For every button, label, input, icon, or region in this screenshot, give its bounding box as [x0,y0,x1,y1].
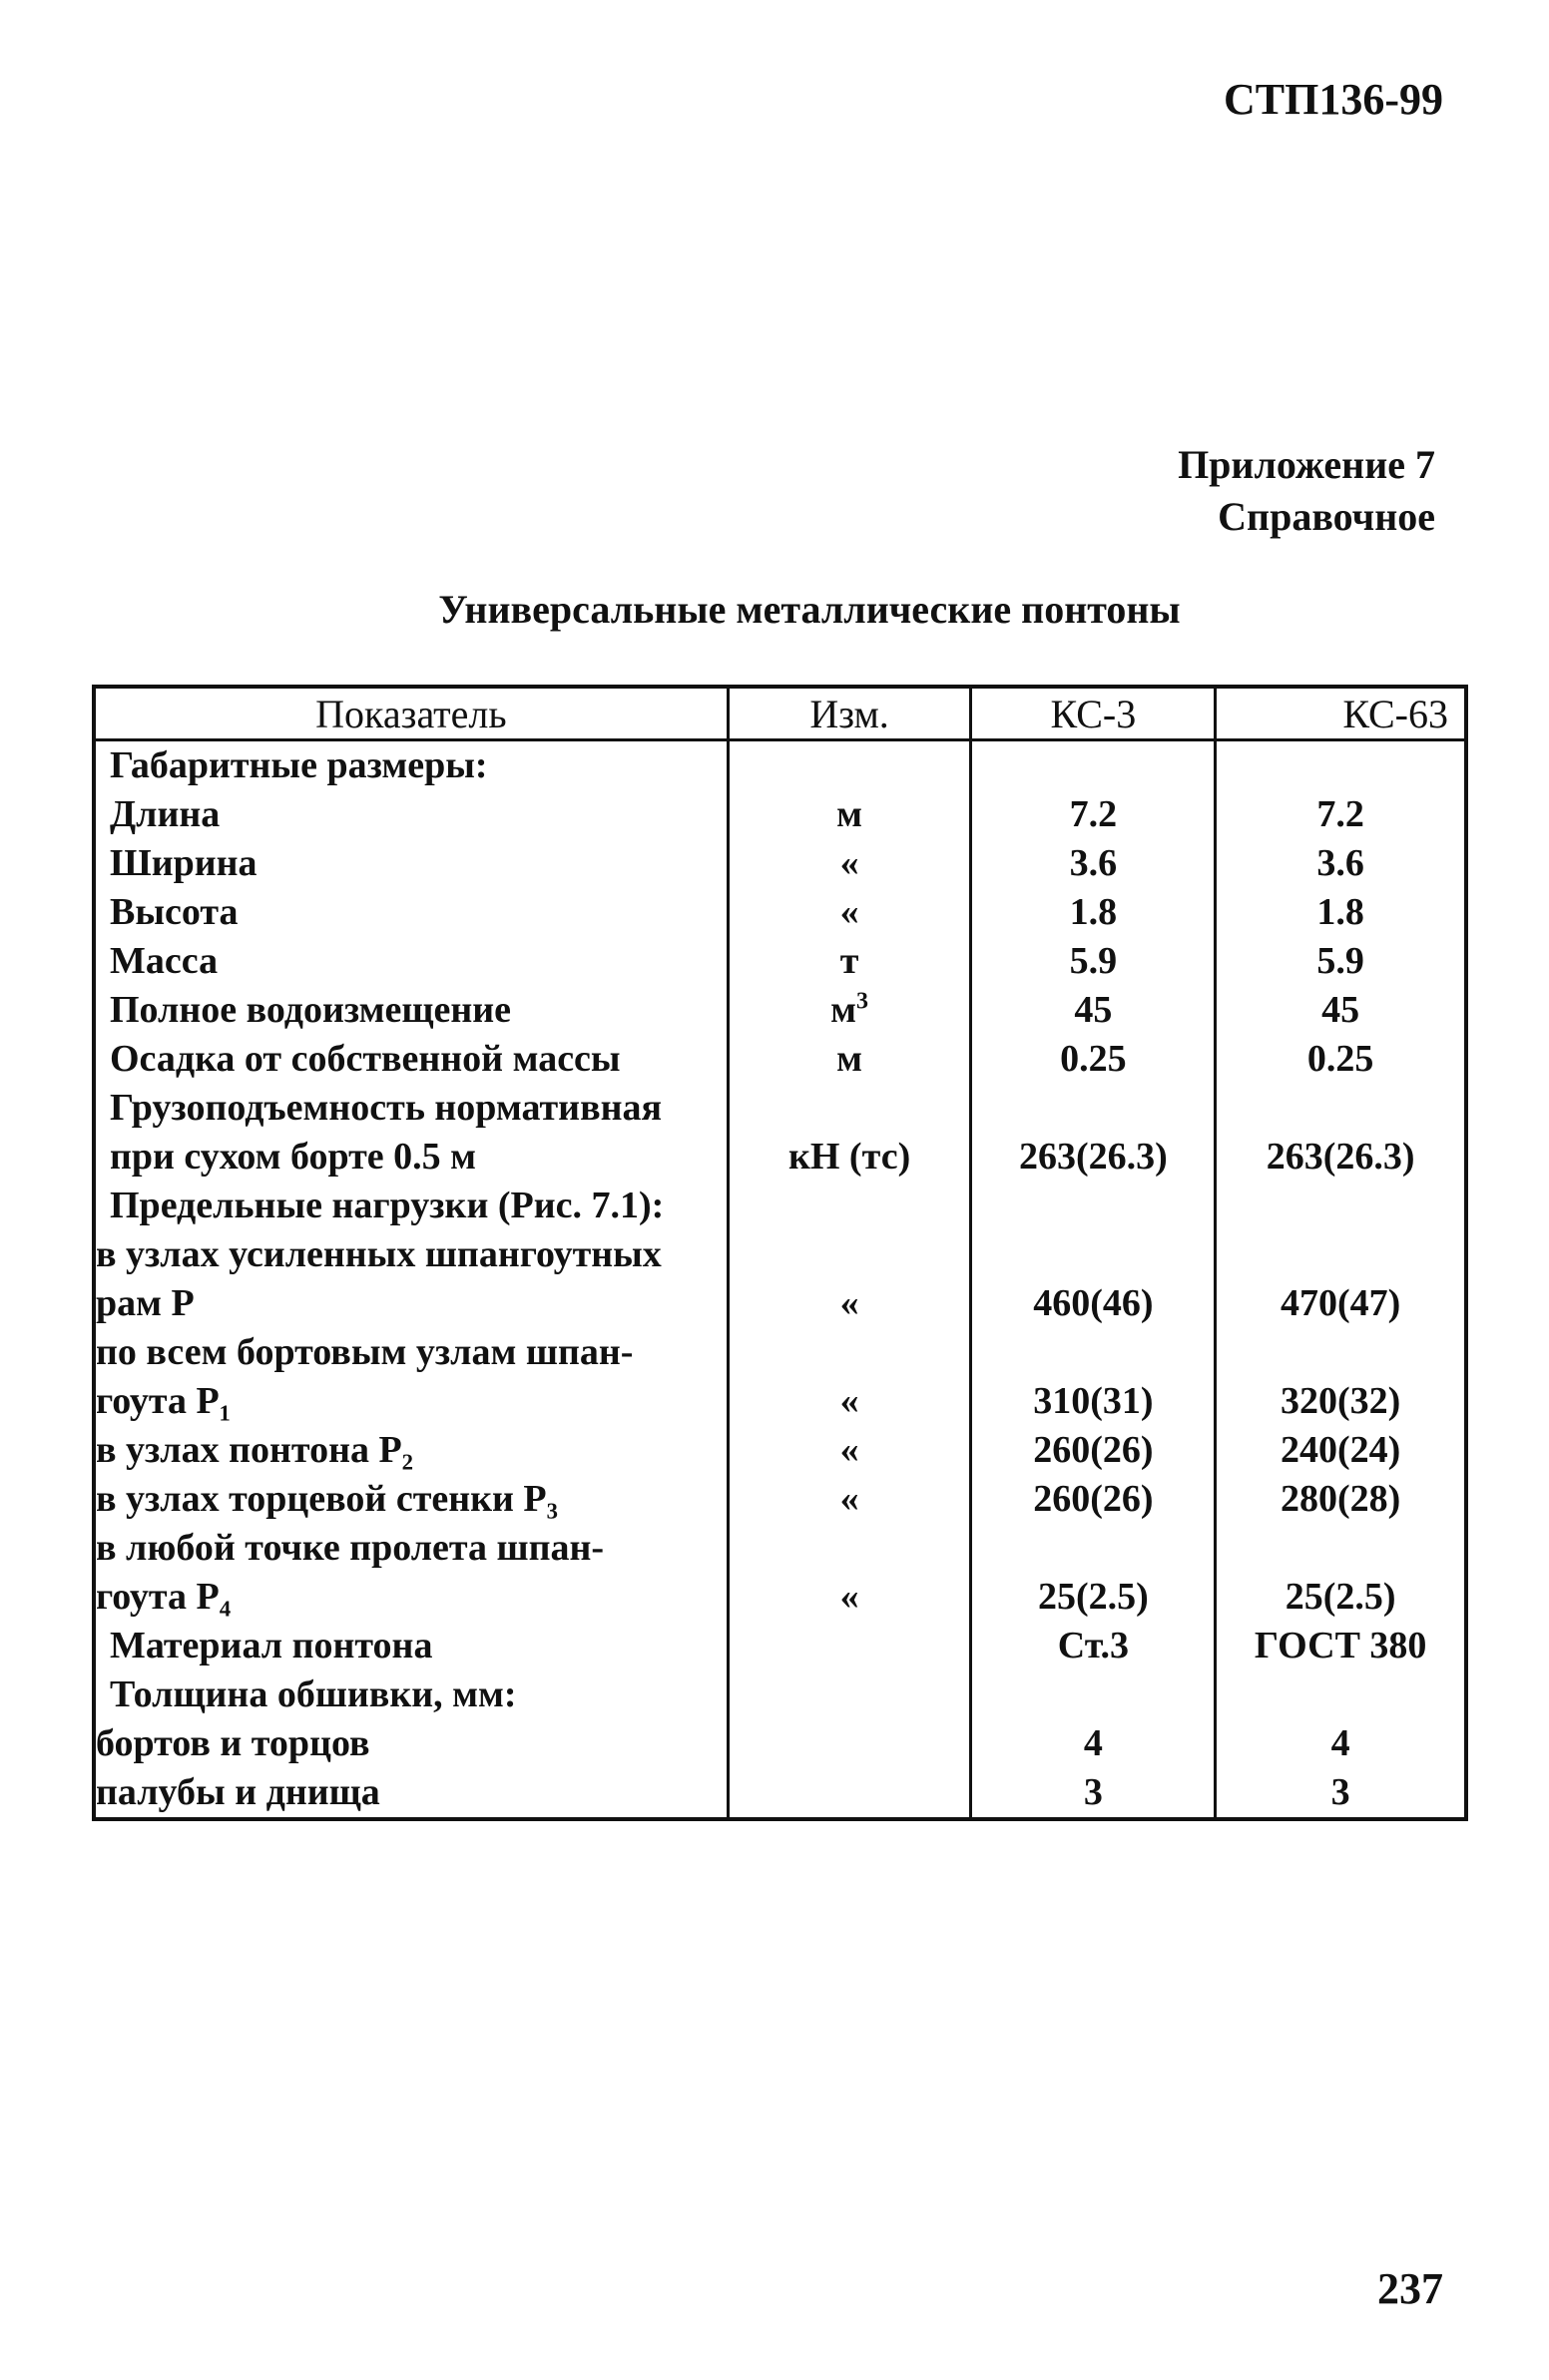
row-unit [728,1230,971,1279]
table-header-row [94,687,1466,740]
appendix-type: Справочное [1218,494,1435,539]
row-label-text: Ширина [110,842,258,884]
row-unit [728,1475,971,1524]
header-ks3: КС-3 [971,687,1216,740]
row-ks63-value-text: 3 [1330,1771,1350,1813]
row-label [94,1377,728,1426]
table-row [94,1035,1466,1084]
row-label [94,1084,728,1133]
row-unit [728,937,971,986]
row-ks63-value [1216,888,1466,937]
row-label-text: в узлах понтона Р₂ [96,1429,414,1471]
row-ks3-value-text: 5.9 [1069,940,1118,982]
row-label-text: Длина [110,793,221,835]
row-label-text: Полное водоизмещение [110,989,512,1031]
row-label [94,1035,728,1084]
row-ks3-value-text: Ст.3 [1057,1625,1129,1666]
table-row [94,888,1466,937]
row-ks3-value [971,1670,1216,1719]
row-ks3-value [971,1230,1216,1279]
header-ks63: КС-63 [1216,687,1466,740]
row-ks3-value [971,1719,1216,1768]
row-ks63-value-text: 3.6 [1316,842,1364,884]
row-ks3-value [971,839,1216,888]
pontoon-spec-table [92,685,1468,1821]
row-label-text: гоута Р₁ [96,1380,232,1422]
row-unit [728,740,971,791]
row-label [94,1622,728,1670]
row-unit [728,1182,971,1230]
row-unit-text: « [839,1576,859,1618]
row-unit [728,888,971,937]
row-ks63-value-text: 5.9 [1316,940,1364,982]
row-label-text: гоута Р₄ [96,1576,232,1618]
table-row [94,1768,1466,1819]
row-label [94,1426,728,1475]
table-row [94,1475,1466,1524]
table-row [94,1622,1466,1670]
row-ks63-value-text: 4 [1330,1722,1350,1764]
row-label-text: Осадка от собственной массы [110,1038,621,1080]
row-ks63-value-text: 263(26.3) [1266,1136,1415,1178]
table-row [94,740,1466,791]
table-row [94,1328,1466,1377]
row-ks63-value [1216,1279,1466,1328]
row-label-text: Толщина обшивки, мм: [110,1673,517,1715]
row-unit [728,1670,971,1719]
row-ks63-value-text: ГОСТ 380 [1254,1625,1427,1666]
row-ks3-value-text: 45 [1074,989,1113,1031]
row-ks3-value-text: 263(26.3) [1018,1136,1168,1178]
row-ks3-value-text: 25(2.5) [1037,1576,1149,1618]
row-ks63-value [1216,1035,1466,1084]
row-unit-text: м [836,793,863,835]
row-ks3-value [971,1182,1216,1230]
unit-superscript: 3 [856,988,869,1015]
row-ks63-value-text: 45 [1321,989,1360,1031]
row-ks63-value-text: 280(28) [1281,1478,1401,1520]
row-label [94,1524,728,1573]
row-ks3-value [971,740,1216,791]
row-ks63-value [1216,1426,1466,1475]
row-unit [728,986,971,1035]
row-ks3-value-text: 310(31) [1033,1380,1154,1422]
row-label [94,1279,728,1328]
table-row [94,1719,1466,1768]
row-ks63-value [1216,1133,1466,1182]
row-label [94,888,728,937]
row-ks3-value-text: 0.25 [1060,1038,1127,1080]
table-row [94,1133,1466,1182]
row-ks3-value [971,1524,1216,1573]
row-ks3-value [971,1279,1216,1328]
row-ks3-value [971,986,1216,1035]
row-label-text: Габаритные размеры: [110,744,488,786]
row-label [94,1133,728,1182]
row-ks3-value [971,1426,1216,1475]
row-label [94,790,728,839]
row-unit-text: « [839,1429,859,1471]
row-label [94,1573,728,1622]
row-unit [728,1133,971,1182]
row-label-text: по всем бортовым узлам шпан- [96,1331,634,1373]
row-unit [728,1035,971,1084]
row-ks63-value-text: 320(32) [1281,1380,1401,1422]
row-ks63-value [1216,1182,1466,1230]
row-ks63-value [1216,1719,1466,1768]
table-row [94,1084,1466,1133]
row-ks3-value-text: 7.2 [1069,793,1118,835]
row-label-text: палубы и днища [96,1771,380,1813]
row-unit [728,1622,971,1670]
document-code: СТП136-99 [1224,75,1443,124]
row-ks63-value [1216,1622,1466,1670]
row-ks3-value-text: 3.6 [1069,842,1118,884]
row-unit-text: « [839,1282,859,1324]
row-label [94,1719,728,1768]
row-label [94,1182,728,1230]
row-unit [728,1524,971,1573]
row-label-text: Грузоподъемность нормативная [110,1087,663,1129]
row-unit [728,1328,971,1377]
table-row [94,1182,1466,1230]
row-label [94,740,728,791]
row-ks3-value [971,1573,1216,1622]
row-unit [728,1719,971,1768]
row-ks3-value-text: 4 [1083,1722,1103,1764]
row-unit-text: « [839,842,859,884]
row-ks3-value [971,1328,1216,1377]
row-ks63-value [1216,740,1466,791]
row-ks3-value [971,1035,1216,1084]
row-unit [728,790,971,839]
row-ks63-value-text: 470(47) [1281,1282,1401,1324]
row-ks3-value-text: 3 [1083,1771,1103,1813]
row-ks3-value-text: 1.8 [1069,891,1118,933]
appendix-block [1178,439,1435,543]
table-row [94,937,1466,986]
table-row [94,1426,1466,1475]
row-unit-text: т [839,940,859,982]
row-ks3-value [971,888,1216,937]
row-ks63-value [1216,790,1466,839]
row-ks3-value [971,1622,1216,1670]
table-row [94,1524,1466,1573]
row-label-text: при сухом борте 0.5 м [110,1136,477,1178]
row-label-text: в любой точке пролета шпан- [96,1527,605,1569]
row-ks3-value [971,937,1216,986]
row-ks63-value [1216,1475,1466,1524]
row-label [94,1230,728,1279]
row-ks3-value [971,1768,1216,1819]
row-ks63-value [1216,986,1466,1035]
row-unit-text: « [839,891,859,933]
row-ks3-value-text: 260(26) [1033,1429,1154,1471]
row-unit [728,1573,971,1622]
row-ks63-value [1216,1573,1466,1622]
row-ks63-value [1216,1524,1466,1573]
row-ks3-value [971,1475,1216,1524]
header-indicator: Показатель [94,687,728,740]
row-label-text: Высота [110,891,239,933]
row-ks3-value-text: 260(26) [1033,1478,1154,1520]
table-row [94,1377,1466,1426]
row-unit-text: кН (тс) [787,1136,911,1178]
row-label [94,839,728,888]
row-unit [728,1768,971,1819]
row-ks63-value [1216,937,1466,986]
row-ks63-value [1216,1084,1466,1133]
row-unit-text: « [839,1478,859,1520]
document-title: Универсальные металлические понтоны [438,587,1181,632]
row-label-text: в узлах торцевой стенки Р₃ [96,1478,559,1520]
table-row [94,790,1466,839]
row-ks63-value [1216,839,1466,888]
row-ks63-value-text: 7.2 [1316,793,1364,835]
row-ks63-value-text: 0.25 [1306,1038,1374,1080]
row-label [94,1768,728,1819]
header-unit: Изм. [728,687,971,740]
row-unit [728,1377,971,1426]
row-ks3-value [971,790,1216,839]
row-label [94,1670,728,1719]
row-unit [728,1279,971,1328]
table-row [94,986,1466,1035]
row-ks3-value [971,1377,1216,1426]
row-label [94,937,728,986]
row-ks3-value [971,1084,1216,1133]
row-label-text: бортов и торцов [96,1722,370,1764]
table-row [94,1573,1466,1622]
row-label-text: в узлах усиленных шпангоутных [96,1233,662,1275]
table-row [94,1670,1466,1719]
row-unit [728,1084,971,1133]
row-ks63-value-text: 1.8 [1316,891,1364,933]
table-row [94,839,1466,888]
table-row [94,1279,1466,1328]
row-unit-text: м [830,989,857,1031]
row-unit [728,839,971,888]
row-unit [728,1426,971,1475]
appendix-label: Приложение 7 [1178,442,1435,487]
row-label-text: рам Р [96,1282,195,1324]
row-label [94,1328,728,1377]
row-ks63-value-text: 25(2.5) [1285,1576,1396,1618]
row-ks63-value [1216,1328,1466,1377]
row-ks63-value [1216,1670,1466,1719]
table-row [94,1230,1466,1279]
row-ks63-value-text: 240(24) [1281,1429,1401,1471]
row-ks63-value [1216,1768,1466,1819]
row-unit-text: м [836,1038,863,1080]
row-label [94,1475,728,1524]
row-label [94,986,728,1035]
row-unit-text: « [839,1380,859,1422]
row-label-text: Масса [110,940,219,982]
row-label-text: Материал понтона [110,1625,433,1666]
row-ks63-value [1216,1230,1466,1279]
row-label-text: Предельные нагрузки (Рис. 7.1): [110,1185,665,1226]
row-ks3-value-text: 460(46) [1033,1282,1154,1324]
page-number: 237 [1377,2264,1443,2313]
row-ks3-value [971,1133,1216,1182]
row-ks63-value [1216,1377,1466,1426]
